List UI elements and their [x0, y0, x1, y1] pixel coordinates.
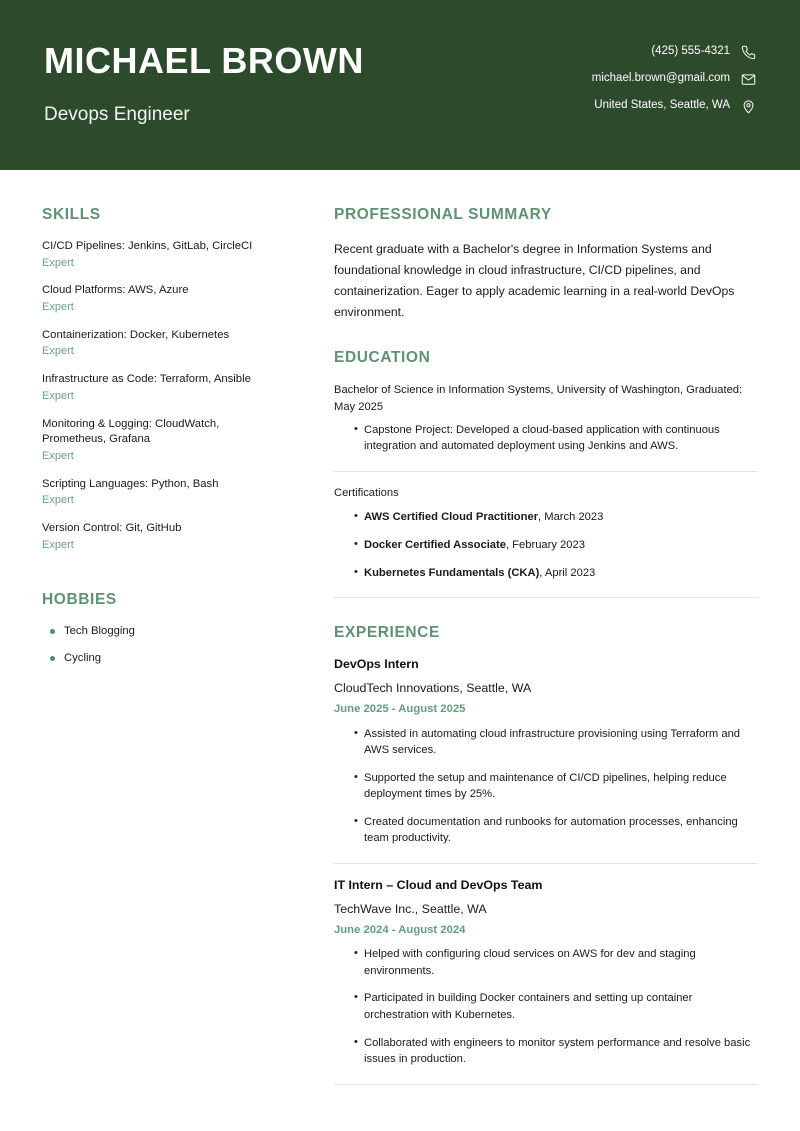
list-item: • Collaborated with engineers to monitor system performance and resolve basic issues in production.: [354, 1035, 758, 1068]
certification-date: , March 2023: [538, 511, 604, 524]
skill-name: Monitoring & Logging: CloudWatch, Prometheus, Grafana: [42, 417, 220, 446]
skill-item: [42, 372, 284, 403]
list-item: • Created documentation and runbooks for automation processes, enhancing team productivity.: [354, 814, 758, 847]
list-item: • Supported the setup and maintenance of CI/CD pipelines, helping reduce deployment times by 25%.: [354, 770, 758, 803]
list-item: [354, 565, 758, 582]
contact-list: [592, 38, 756, 114]
skill-item: [42, 239, 284, 270]
education-degree: Bachelor of Science in Information Systems, University of Washington, Graduated: May 2025: [334, 384, 743, 413]
skill-name: Containerization: Docker, Kubernetes: [42, 328, 230, 341]
skill-item: [42, 283, 284, 314]
skill-name: Version Control: Git, GitHub: [42, 522, 182, 535]
hobbies-list: [42, 624, 284, 668]
experience-bullets: [334, 946, 758, 1067]
contact-email-text: michael.brown@gmail.com: [591, 72, 730, 85]
skill-name: CI/CD Pipelines: Jenkins, GitLab, CircleCI: [42, 240, 253, 253]
certification-name: Kubernetes Fundamentals (CKA): [364, 566, 540, 579]
list-item: [354, 537, 758, 554]
sidebar-column: [42, 206, 304, 1111]
email-icon: [740, 71, 756, 87]
skill-level: Expert: [42, 345, 74, 358]
experience-role: IT Intern – Cloud and DevOps Team: [334, 878, 543, 892]
phone-icon: [740, 44, 756, 60]
divider: [334, 597, 758, 598]
experience-section: [334, 624, 758, 1085]
list-item: Cycling: [42, 651, 284, 667]
divider: [334, 471, 758, 472]
summary-section-title: PROFESSIONAL SUMMARY: [334, 206, 552, 223]
skill-level: Expert: [42, 449, 74, 462]
skill-level: Expert: [42, 301, 74, 314]
skill-name: Infrastructure as Code: Terraform, Ansible: [42, 373, 251, 386]
contact-location[interactable]: [594, 98, 756, 114]
skill-level: Expert: [42, 538, 74, 551]
list-item: • Participated in building Docker containers and setting up container orchestration with Kubernetes.: [354, 990, 758, 1023]
certification-name: AWS Certified Cloud Practitioner: [364, 511, 539, 524]
experience-company: TechWave Inc., Seattle, WA: [334, 901, 487, 916]
main-column: [304, 206, 758, 1111]
location-pin-icon: [740, 98, 756, 114]
skill-level: Expert: [42, 256, 74, 269]
hobbies-section: [42, 591, 284, 668]
education-bullets: [334, 422, 758, 455]
experience-section-title: EXPERIENCE: [334, 624, 440, 642]
list-item: • Helped with configuring cloud services on AWS for dev and staging environments.: [354, 946, 758, 979]
list-item: • Capstone Project: Developed a cloud-based application with continuous integration and automated deployment using Jenkins and AWS.: [354, 422, 758, 455]
header-identity: [44, 38, 364, 127]
skill-name: Cloud Platforms: AWS, Azure: [42, 284, 189, 297]
certification-date: , April 2023: [539, 566, 596, 579]
list-item: [354, 509, 758, 526]
skill-item: [42, 417, 284, 464]
experience-entry: [334, 878, 758, 1068]
contact-email[interactable]: [592, 71, 756, 87]
experience-entry: [334, 657, 758, 847]
contact-phone[interactable]: [651, 44, 756, 60]
skill-item: [42, 521, 284, 552]
summary-section: [334, 206, 758, 323]
summary-text: Recent graduate with a Bachelor's degree in Information Systems and foundational knowledge in cloud infrastructure, CI/CD pipelines, and containerization. Eager to apply academic learning in a real-world DevOps environment.: [334, 242, 735, 319]
skills-section: [42, 206, 284, 553]
experience-bullets: [334, 726, 758, 847]
education-section: [334, 349, 758, 598]
certification-name: Docker Certified Associate: [364, 539, 506, 552]
skill-item: [42, 328, 284, 359]
contact-location-text: United States, Seattle, WA: [594, 99, 730, 112]
candidate-name: MICHAEL BROWN: [44, 40, 364, 81]
divider: [334, 1084, 758, 1085]
experience-company: CloudTech Innovations, Seattle, WA: [334, 680, 532, 695]
list-item: • Assisted in automating cloud infrastructure provisioning using Terraform and AWS services.: [354, 726, 758, 759]
certification-date: , February 2023: [505, 539, 585, 552]
certifications-label: Certifications: [334, 486, 399, 499]
experience-dates: June 2025 - August 2025: [334, 702, 466, 715]
contact-phone-text: (425) 555-4321: [651, 45, 730, 58]
skill-name: Scripting Languages: Python, Bash: [42, 477, 219, 490]
resume-body: [0, 170, 800, 1111]
skill-item: [42, 477, 284, 508]
education-section-title: EDUCATION: [334, 348, 431, 366]
candidate-job-title: Devops Engineer: [44, 103, 190, 125]
divider: [334, 863, 758, 864]
skill-level: Expert: [42, 389, 74, 402]
skill-level: Expert: [42, 494, 74, 507]
list-item: Tech Blogging: [42, 624, 284, 640]
experience-role: DevOps Intern: [334, 657, 419, 672]
skills-section-title: SKILLS: [42, 206, 101, 223]
hobbies-section-title: HOBBIES: [42, 590, 117, 608]
certifications-list: [334, 509, 758, 581]
resume-header: [0, 0, 800, 170]
experience-dates: June 2024 - August 2024: [334, 923, 466, 936]
